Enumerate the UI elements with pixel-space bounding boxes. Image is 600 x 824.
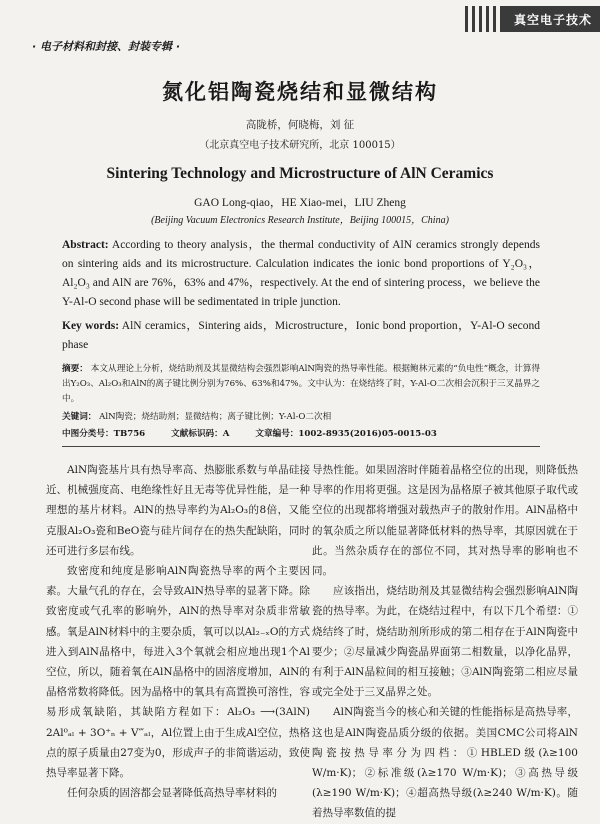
divider: [62, 446, 540, 447]
article-meta: [62, 427, 540, 439]
paragraph: 致密度和纯度是影响AlN陶瓷热导率的两个主要因素。大量气孔的存在，会导致AlN热导率的显著下降。除致密度或气孔率的影响外，AlN的热导率对杂质非常敏感。氧是AlN材料中的主要杂质，氧可以以Al₂₋ₓO的方式进入到AlN晶格中，每进入3个氧就会相应地出现1个Al空位，所以，随着氧在AlN晶格中的固溶度增加，AlN的晶格常数将降低。因为晶格中的氧具有高置换可溶性，容易形成氧缺陷，其缺陷方程如下：Al₂O₃ ⟶(3AlN) 2Al⁰ₐₗ + 3O⁺ₙ + V‴ₐₗ，Al位置上由于生成Al空位，热格点的原子质量由27变为0，形成声子的非简谐运动，致使热导率显著下降。: [46, 565, 310, 780]
journal-name: 真空电子技术: [513, 12, 592, 27]
authors-en: GAO Long-qiao，HE Xiao-mei，LIU Zheng: [194, 197, 406, 209]
keywords-cn-text: AlN陶瓷；烧结助剂；显微结构；离子键比例；Y-Al-O二次相: [99, 412, 332, 422]
journal-badge: [465, 6, 600, 32]
body-column-left: [46, 460, 310, 803]
authors-cn: 高陇桥，何晓梅，刘 征: [245, 119, 355, 131]
article-title-cn: 氮化铝陶瓷烧结和显微结构: [162, 80, 438, 104]
document-code: 文献标识码：A: [171, 429, 230, 439]
paragraph: AlN陶瓷基片具有热导率高、热膨胀系数与单晶硅接近、机械强度高、电绝缘性好且无毒等优异性能，是一种理想的基片材料。AlN的热导率约为Al₂O₃的8倍，又能克服Al₂O₃瓷和BeO瓷与硅片间存在的热失配缺陷，同时还可进行多层布线。: [46, 464, 310, 557]
keywords-en-text: AlN ceramics，Sintering aids，Microstructure，Ionic bond proportion，Y-Al-O second phase: [62, 320, 540, 351]
abstract-en-text: According to theory analysis，the thermal conductivity of AlN ceramics strongly depends on sintering aids and its microstructure. Calculation indicates the ionic bond proportions of Y₂O₃，Al₂O₃ and AlN are 76%，63% and 47%，respectively. At the end of sintering process，we believe the Y-Al-O second phase will be sedimentated in triple junction.: [62, 239, 540, 308]
affiliation-cn: （北京真空电子技术研究所，北京 100015）: [199, 140, 401, 151]
abstract-cn-text: 本文从理论上分析，烧结助剂及其显微结构会强烈影响AlN陶瓷的热导率性能。根据鲍林元素的“负电性”概念，计算得出Y₂O₃、Al₂O₃和AlN的离子键比例分别为76%、63%和47%。文中认为：在烧结终了时，Y-Al-O二次相会沉积于三叉晶界之中。: [62, 364, 540, 404]
article-number: 文章编号：1002-8935(2016)05-0015-03: [255, 429, 437, 439]
abstract-cn: [62, 362, 540, 407]
paragraph: 任何杂质的固溶都会显著降低高热导率材料的: [67, 787, 277, 800]
affiliation-en: (Beijing Vacuum Electronics Research Institute，Beijing 100015，China): [151, 215, 449, 226]
body-column-right: [312, 460, 578, 824]
badge-stripes: [468, 6, 508, 32]
clc-number: 中图分类号：TB756: [62, 429, 146, 439]
abstract-en: [62, 236, 540, 312]
keywords-cn-label: 关键词：: [62, 412, 97, 422]
article-title-en: Sintering Technology and Microstructure of AlN Ceramics: [106, 165, 494, 182]
paragraph: 应该指出，烧结助剂及其显微结构会强烈影响AlN陶瓷的热导率。为此，在烧结过程中，有以下几个希望：①烧结终了时，烧结助剂所形成的第二相存在于AlN陶瓷中要少；②尽量减少陶瓷晶界面第二相数量，以净化晶界，有利于AlN晶粒间的相互接触；③AlN陶瓷第二相应尽量或完全处于三叉晶界之处。: [312, 585, 578, 699]
abstract-cn-label: 摘要：: [62, 364, 88, 374]
abstract-en-label: Abstract:: [62, 239, 109, 251]
column-heading: · 电子材料和封接、封装专辑 ·: [32, 40, 181, 53]
keywords-en: [62, 317, 540, 355]
keywords-cn: [62, 410, 540, 422]
paragraph: 导热性能。如果固溶时伴随着晶格空位的出现，则降低热导率的作用将更强。这是因为晶格原子被其他原子取代或空位的出现都将增强对载热声子的散射作用。AlN晶格中的氧杂质之所以能显著降低材料的热导率，其原因就在于此。当然杂质存在的部位不同，其对热导率的影响也不同。: [312, 464, 578, 578]
keywords-en-label: Key words:: [62, 320, 120, 332]
paragraph: AlN陶瓷当今的核心和关键的性能指标是高热导率，这也是AlN陶瓷品质分级的依据。美国CMC公司将AlN陶瓷按热导率分为四档：①HBLED级(λ≥100 W/m·K)；②标准级(λ≥170 W/m·K)；③高热导级(λ≥190 W/m·K)；④超高热导级(λ≥240 W/m·K)。随着热导率数值的提: [312, 706, 578, 820]
